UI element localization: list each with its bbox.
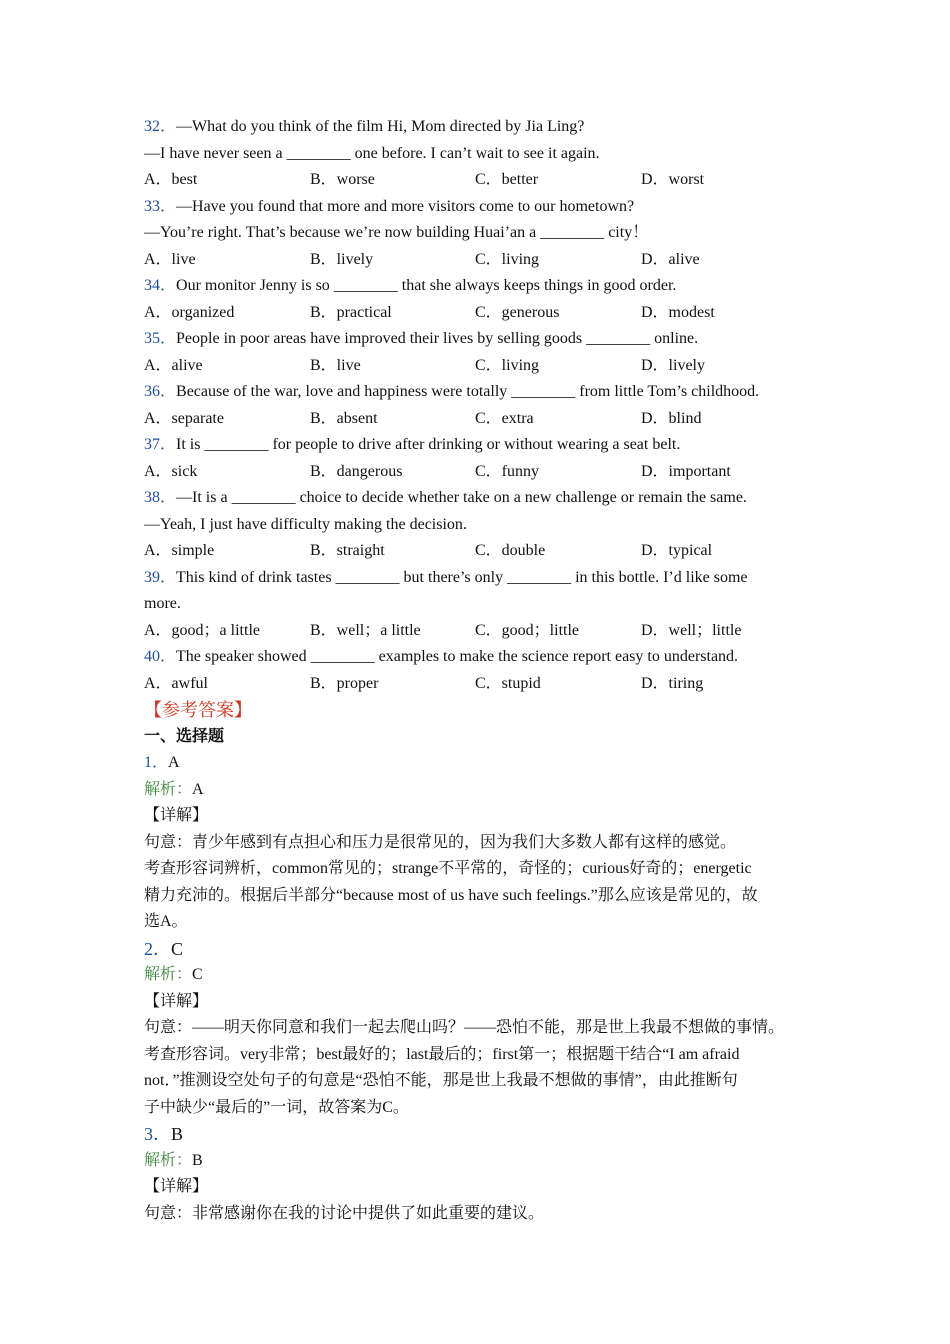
option-d: D．well；little bbox=[641, 621, 742, 639]
explanation-line: not．”推测设空处句子的句意是“恐怕不能，那是世上我最不想做的事情”，由此推断句 bbox=[144, 1072, 738, 1089]
question-number: 39 bbox=[144, 568, 160, 586]
question-number: 40 bbox=[144, 648, 160, 665]
options-row bbox=[144, 406, 824, 433]
question-text: —What do you think of the film Hi, Mom directed by Jia Ling? bbox=[176, 118, 585, 135]
jiexi-label: 解析： bbox=[144, 780, 193, 798]
options-row bbox=[144, 538, 824, 565]
jiexi-label: 解析： bbox=[144, 966, 193, 983]
option-d: D．worst bbox=[641, 171, 705, 188]
question-text: The speaker showed ________ examples to make the science report easy to understand. bbox=[176, 648, 739, 665]
question-text: —I have never seen a ________ one before. I can’t wait to see it again. bbox=[144, 144, 600, 162]
option-d: D．important bbox=[641, 462, 731, 480]
question-37: 37．It is ________ for people to drive after drinking or without wearing a seat belt. A．sick B．dangerous C．funny D．important bbox=[144, 432, 824, 485]
options-row bbox=[144, 618, 824, 645]
option-c: C．living bbox=[475, 250, 540, 268]
answer-number: 3 bbox=[144, 1124, 153, 1144]
option-c: C．living bbox=[475, 356, 540, 374]
question-text: —Yeah, I just have difficulty making the decision. bbox=[144, 515, 467, 533]
explanation-line: 选A。 bbox=[144, 913, 188, 930]
option-b: B．proper bbox=[310, 674, 379, 692]
option-d: D．alive bbox=[641, 250, 700, 268]
answer-letter: B bbox=[171, 1124, 184, 1144]
question-40: 40．The speaker showed ________ examples to make the science report easy to understand. A．awful B．proper C．stupid D．tiring bbox=[144, 644, 824, 697]
jiexi-value: B bbox=[192, 1151, 203, 1169]
question-text: more. bbox=[144, 595, 181, 612]
option-d: D．blind bbox=[641, 409, 702, 427]
option-a: A．sick bbox=[144, 462, 198, 480]
explanation-line: 考查形容词。very非常；best最好的；last最后的；first第一；根据题干结合“I am afraid bbox=[144, 1045, 740, 1063]
option-d: D．typical bbox=[641, 542, 713, 559]
option-c: C．stupid bbox=[475, 674, 541, 692]
explanation-line: 精力充沛的。根据后半部分“because most of us have such feelings.”那么应该是常见的，故 bbox=[144, 886, 758, 904]
question-38: 38．—It is a ________ choice to decide whether take on a new challenge or remain the same. —Yeah, I just have difficulty making the decision. A．simple B．straight C．double D．typical bbox=[144, 485, 824, 565]
option-b: B．lively bbox=[310, 250, 374, 268]
option-c: C．extra bbox=[475, 409, 534, 427]
document-page bbox=[144, 114, 824, 1227]
question-number: 37 bbox=[144, 436, 160, 453]
jiexi-label: 解析： bbox=[144, 1151, 193, 1169]
answer-number: 2 bbox=[144, 938, 153, 959]
option-b: B．live bbox=[310, 356, 361, 374]
question-text: —Have you found that more and more visitors come to our hometown? bbox=[176, 197, 635, 215]
option-c: C．funny bbox=[475, 462, 540, 480]
question-number: 32 bbox=[144, 118, 160, 135]
option-c: C．good；little bbox=[475, 621, 580, 639]
explanation-line: 考查形容词辨析，common常见的；strange不平常的，奇怪的；curious好奇的；energetic bbox=[144, 860, 752, 877]
option-c: C．double bbox=[475, 542, 546, 559]
question-text: Our monitor Jenny is so ________ that she always keeps things in good order. bbox=[176, 277, 677, 294]
question-34: 34．Our monitor Jenny is so ________ that she always keeps things in good order. A．organized B．practical C．generous D．modest bbox=[144, 273, 824, 326]
option-a: A．good；a little bbox=[144, 621, 260, 639]
option-a: A．organized bbox=[144, 303, 235, 321]
question-text: Because of the war, love and happiness were totally ________ from little Tom’s childhood. bbox=[176, 383, 760, 400]
detail-label: 【详解】 bbox=[144, 992, 209, 1010]
options-row bbox=[144, 167, 824, 194]
question-number: 35 bbox=[144, 330, 160, 347]
question-39: 39．This kind of drink tastes ________ but there’s only ________ in this bottle. I’d like some more. A．good；a little B．well；a little C．good；little D．well；little bbox=[144, 565, 824, 645]
options-row bbox=[144, 459, 824, 486]
option-c: C．better bbox=[475, 171, 539, 188]
option-b: B．absent bbox=[310, 409, 378, 427]
option-d: D．tiring bbox=[641, 674, 704, 692]
option-a: A．alive bbox=[144, 356, 203, 374]
options-row bbox=[144, 300, 824, 327]
detail-label: 【详解】 bbox=[144, 807, 209, 824]
options-row bbox=[144, 353, 824, 380]
option-a: A．best bbox=[144, 171, 198, 188]
option-d: D．modest bbox=[641, 303, 715, 321]
options-row bbox=[144, 671, 824, 698]
option-b: B．straight bbox=[310, 542, 385, 559]
explanation-line: 句意：青少年感到有点担心和压力是很常见的，因为我们大多数人都有这样的感觉。 bbox=[144, 833, 737, 851]
answers-heading: 【参考答案】 bbox=[144, 700, 252, 720]
jiexi-value: C bbox=[192, 966, 203, 983]
question-text: It is ________ for people to drive after drinking or without wearing a seat belt. bbox=[176, 436, 681, 453]
answer-number: 1 bbox=[144, 754, 152, 771]
question-33: 33．—Have you found that more and more visitors come to our hometown? —You’re right. That’s because we’re now building Huai’an a ________ city！ A．live B．lively C．living D．alive bbox=[144, 194, 824, 274]
answer-3: 3．B 解析：B 【详解】 句意：非常感谢你在我的讨论中提供了如此重要的建议。 bbox=[144, 1121, 824, 1227]
option-d: D．lively bbox=[641, 356, 705, 374]
options-row bbox=[144, 247, 824, 274]
question-text: —You’re right. That’s because we’re now building Huai’an a ________ city！ bbox=[144, 224, 649, 241]
question-35: 35．People in poor areas have improved their lives by selling goods ________ online. A．alive B．live C．living D．lively bbox=[144, 326, 824, 379]
question-number: 38 bbox=[144, 489, 160, 506]
question-32: 32．—What do you think of the film Hi, Mom directed by Jia Ling? —I have never seen a ________ one before. I can’t wait to see it again. A．best B．worse C．better D．worst bbox=[144, 114, 824, 194]
question-text: People in poor areas have improved their lives by selling goods ________ online. bbox=[176, 330, 699, 347]
answer-1: 1．A 解析：A 【详解】 句意：青少年感到有点担心和压力是很常见的，因为我们大多数人都有这样的感觉。 考查形容词辨析，common常见的；strange不平常的，奇怪的；curious好奇的；energetic 精力充沛的。根据后半部分“because most of us have such feelings.”那么应该是常见的，故 选A。 bbox=[144, 750, 824, 936]
question-number: 36 bbox=[144, 383, 160, 400]
explanation-line: 句意：——明天你同意和我们一起去爬山吗？——恐怕不能，那是世上我最不想做的事情。 bbox=[144, 1019, 785, 1036]
answer-letter: A bbox=[168, 754, 180, 771]
option-c: C．generous bbox=[475, 303, 560, 321]
explanation-line: 子中缺少“最后的”一词，故答案为C。 bbox=[144, 1098, 409, 1116]
question-number: 34 bbox=[144, 277, 160, 294]
option-b: B．dangerous bbox=[310, 462, 403, 480]
option-b: B．well；a little bbox=[310, 621, 421, 639]
detail-label: 【详解】 bbox=[144, 1178, 209, 1195]
option-b: B．worse bbox=[310, 171, 375, 188]
option-a: A．awful bbox=[144, 674, 208, 692]
answer-2: 2．C 解析：C 【详解】 句意：——明天你同意和我们一起去爬山吗？——恐怕不能，那是世上我最不想做的事情。 考查形容词。very非常；best最好的；last最后的；first第一；根据题干结合“I am afraid not．”推测设空处句子的句意是“恐怕不能，那是世上我最不想做的事情”，由此推断句 子中缺少“最后的”一词，故答案为C。 bbox=[144, 936, 824, 1122]
option-b: B．practical bbox=[310, 303, 392, 321]
question-number: 33 bbox=[144, 197, 160, 215]
explanation-line: 句意：非常感谢你在我的讨论中提供了如此重要的建议。 bbox=[144, 1204, 545, 1222]
jiexi-value: A bbox=[192, 780, 204, 798]
option-a: A．live bbox=[144, 250, 196, 268]
question-text: —It is a ________ choice to decide whether take on a new challenge or remain the same. bbox=[176, 489, 747, 506]
question-36: 36．Because of the war, love and happiness were totally ________ from little Tom’s childhood. A．separate B．absent C．extra D．blind bbox=[144, 379, 824, 432]
option-a: A．simple bbox=[144, 542, 215, 559]
option-a: A．separate bbox=[144, 409, 224, 427]
answer-letter: C bbox=[171, 938, 184, 959]
question-text: This kind of drink tastes ________ but there’s only ________ in this bottle. I’d like some bbox=[176, 568, 748, 586]
section-title: 一、选择题 bbox=[144, 727, 225, 745]
